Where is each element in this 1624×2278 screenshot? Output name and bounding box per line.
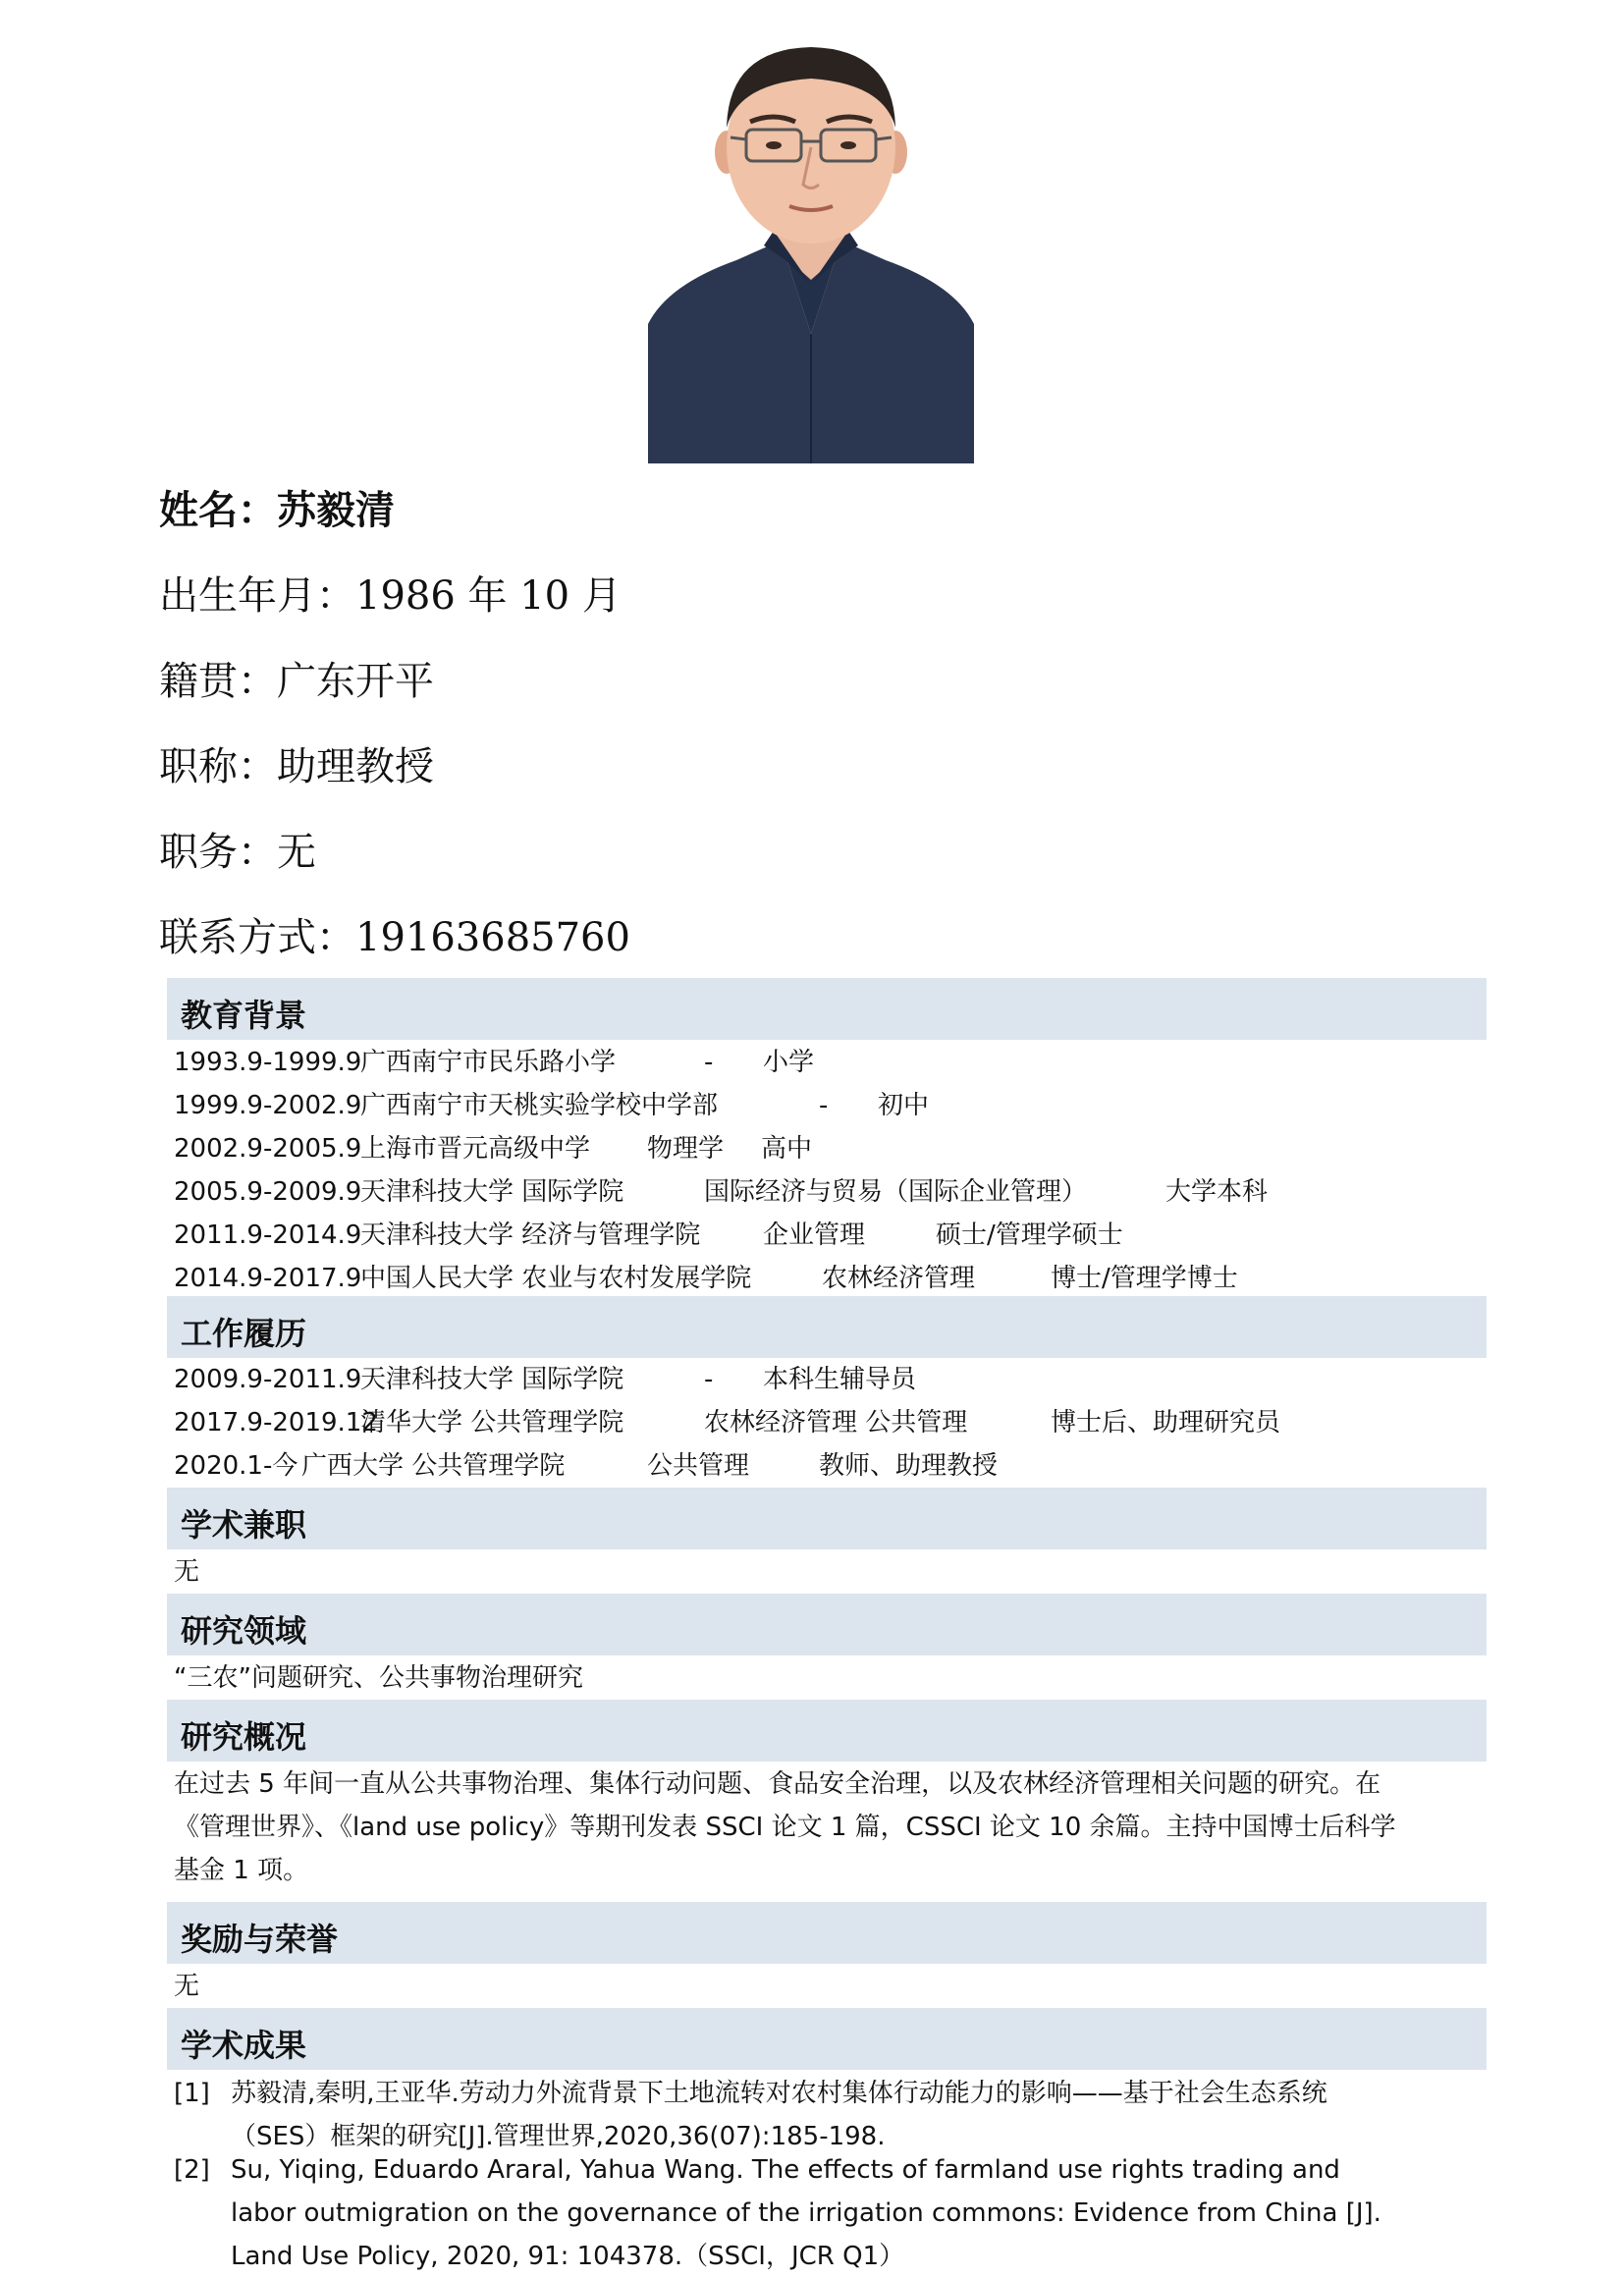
row-major: 农林经济管理 [822, 1264, 976, 1293]
row-institution: 天津科技大学 国际学院 [360, 1365, 624, 1394]
row-degree: 高中 [761, 1134, 813, 1164]
row-degree: 硕士/管理学硕士 [936, 1220, 1123, 1250]
publication-number: [1] [174, 2079, 210, 2108]
academic-roles-text: 无 [174, 1557, 200, 1587]
row-major: 企业管理 [763, 1220, 866, 1250]
section-awards [167, 1902, 1487, 1964]
row-institution: 广西南宁市天桃实验学校中学部 [360, 1091, 719, 1120]
row-field: 农林经济管理 公共管理 [704, 1408, 968, 1437]
section-title: 奖励与荣誉 [181, 1921, 339, 1958]
section-work [167, 1296, 1487, 1358]
row-institution: 天津科技大学 国际学院 [360, 1177, 624, 1207]
section-research-fields [167, 1594, 1487, 1655]
row-major: 国际经济与贸易（国际企业管理） [704, 1177, 1088, 1207]
publication-citation: Su, Yiqing, Eduardo Araral, Yahua Wang. The effects of farmland use rights trading and labor outmigration on the governance of the irrigation commons: Evidence from China [J]. Land Use Policy, 2020, 91: 104378.（SSCI，JCR Q1） [231, 2155, 1381, 2271]
row-major: - [819, 1091, 829, 1120]
research-fields-text: “三农”问题研究、公共事物治理研究 [174, 1663, 583, 1693]
row-date: 2011.9-2014.9 [174, 1220, 362, 1250]
row-role: 博士后、助理研究员 [1051, 1408, 1281, 1437]
section-title: 研究领域 [181, 1612, 307, 1650]
row-field: - [704, 1365, 714, 1394]
row-date: 1993.9-1999.9 [174, 1048, 362, 1077]
section-title: 学术兼职 [181, 1506, 307, 1544]
row-institution: 清华大学 公共管理学院 [360, 1408, 624, 1437]
section-title: 教育背景 [181, 997, 307, 1034]
row-major: 物理学 [647, 1134, 725, 1164]
row-date: 2020.1-今 [174, 1451, 298, 1481]
profile-photo [648, 39, 974, 463]
row-institution: 中国人民大学 农业与农村发展学院 [360, 1264, 752, 1293]
section-publications [167, 2008, 1487, 2070]
publication-citation: 苏毅清,秦明,王亚华.劳动力外流背景下土地流转对农村集体行动能力的影响——基于社会生态系统（SES）框架的研究[J].管理世界,2020,36(07):185-198. [231, 2079, 1327, 2151]
row-degree: 大学本科 [1165, 1177, 1269, 1207]
row-degree: 小学 [763, 1048, 815, 1077]
row-date: 1999.9-2002.9 [174, 1091, 362, 1120]
section-title: 学术成果 [181, 2027, 307, 2064]
section-research-overview [167, 1700, 1487, 1762]
row-institution: 广西大学 公共管理学院 [301, 1451, 566, 1481]
row-date: 2002.9-2005.9 [174, 1134, 362, 1164]
contact-line: 联系方式：19163685760 [159, 915, 630, 960]
birth-line: 出生年月：1986 年 10 月 [159, 573, 622, 619]
row-major: - [704, 1048, 714, 1077]
research-overview-text: 在过去 5 年间一直从公共事物治理、集体行动问题、食品安全治理，以及农林经济管理相关问题的研究。在《管理世界》、《land use policy》等期刊发表 SSCI 论文 1 篇，CSSCI 论文 10 余篇。主持中国博士后科学基金 1 项。 [174, 1769, 1396, 1885]
section-education [167, 978, 1487, 1040]
hometown-line: 籍贯：广东开平 [159, 659, 434, 704]
position-line: 职务：无 [159, 830, 316, 875]
section-academic-roles [167, 1488, 1487, 1549]
row-institution: 天津科技大学 经济与管理学院 [360, 1220, 701, 1250]
row-date: 2014.9-2017.9 [174, 1264, 362, 1293]
publication-number: [2] [174, 2155, 210, 2185]
row-role: 教师、助理教授 [819, 1451, 999, 1481]
row-degree: 初中 [878, 1091, 930, 1120]
section-title: 研究概况 [181, 1718, 307, 1756]
portrait-image [648, 39, 974, 463]
name-line: 姓名：苏毅清 [159, 488, 395, 533]
row-date: 2017.9-2019.12 [174, 1408, 378, 1437]
row-date: 2005.9-2009.9 [174, 1177, 362, 1207]
awards-text: 无 [174, 1972, 200, 2001]
row-degree: 博士/管理学博士 [1051, 1264, 1238, 1293]
section-title: 工作履历 [181, 1315, 307, 1352]
row-date: 2009.9-2011.9 [174, 1365, 362, 1394]
row-institution: 广西南宁市民乐路小学 [360, 1048, 617, 1077]
row-institution: 上海市晋元高级中学 [360, 1134, 591, 1164]
title-line: 职称：助理教授 [159, 744, 434, 789]
row-field: 公共管理 [647, 1451, 750, 1481]
row-role: 本科生辅导员 [763, 1365, 917, 1394]
